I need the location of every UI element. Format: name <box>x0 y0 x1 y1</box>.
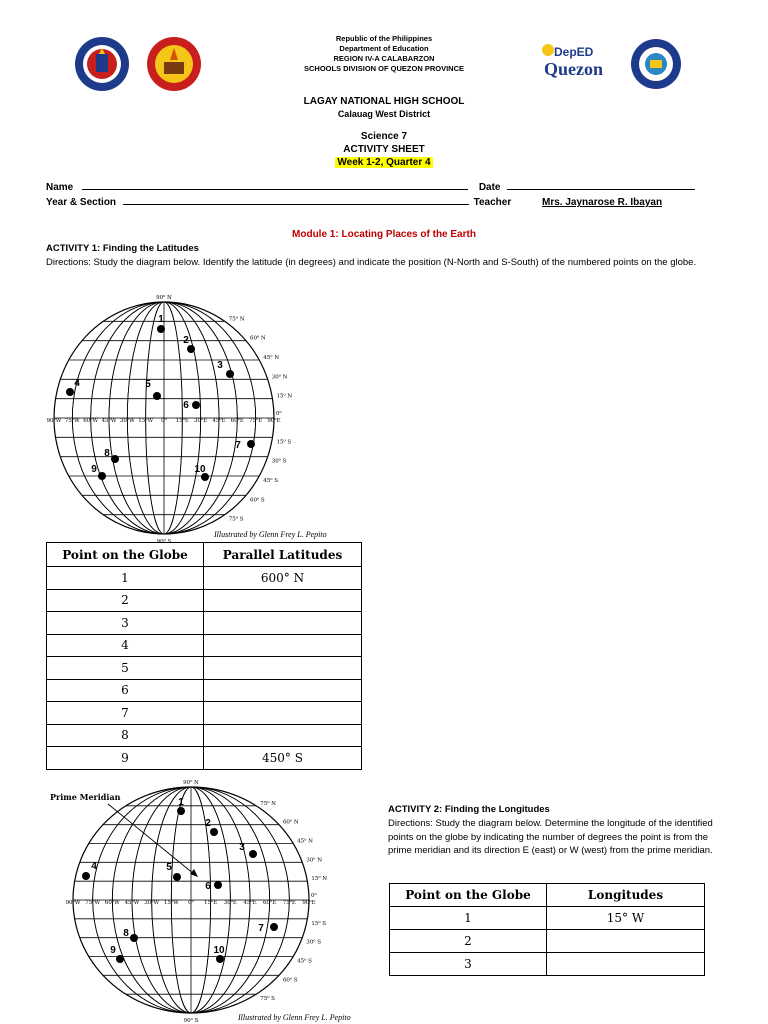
longitude-label: 75⁰W <box>85 900 101 906</box>
table-row <box>47 567 362 590</box>
table-header: Point on the Globe <box>390 884 547 907</box>
longitude-label: 90⁰E <box>267 418 281 424</box>
latitude-label: 75⁰ N <box>260 800 276 807</box>
globe-point <box>247 440 255 448</box>
point-number-label: 3 <box>217 360 223 371</box>
point-number-label: 7 <box>258 923 264 934</box>
year-section-field[interactable] <box>123 196 469 205</box>
point-number-label: 4 <box>74 378 80 389</box>
point-number-label: 3 <box>239 842 245 853</box>
activity1-directions: Directions: Study the diagram below. Identify the latitude (in degrees) and indicate the position (N-North and S-South) of the numbered points on the globe. <box>46 257 697 268</box>
table-row <box>390 907 705 930</box>
longitude-label: 75⁰E <box>249 418 263 424</box>
globe-point <box>192 401 200 409</box>
point-number-label: 6 <box>183 400 189 411</box>
school-block <box>0 96 768 120</box>
longitude-label: 90⁰W <box>46 418 62 424</box>
date-field[interactable] <box>507 181 695 190</box>
prime-meridian-label: Prime Meridian <box>50 792 121 802</box>
name-field[interactable] <box>82 181 468 190</box>
latitude-label: 75⁰ S <box>228 516 244 523</box>
activity2-title: ACTIVITY 2: Finding the Longitudes <box>388 804 550 815</box>
point-cell: 7 <box>47 702 204 725</box>
globe-point <box>216 955 224 963</box>
globe-point <box>153 392 161 400</box>
point-number-label: 8 <box>104 448 110 459</box>
longitude-label: 15⁰W <box>138 418 154 424</box>
header-line: Republic of the Philippines <box>335 34 433 43</box>
longitude-label: 60⁰E <box>230 418 244 424</box>
globe-point <box>130 934 138 942</box>
point-number-label: 1 <box>178 797 184 808</box>
longitude-label: 45⁰E <box>243 900 257 906</box>
point-cell: 2 <box>47 589 204 612</box>
latitude-label: 60⁰ S <box>249 497 265 504</box>
globe-point <box>226 370 234 378</box>
point-number-label: 7 <box>235 440 241 451</box>
latitude-label: 75⁰ S <box>260 996 275 1003</box>
globe-point <box>210 828 218 836</box>
globe-point <box>177 807 185 815</box>
answer-cell[interactable]: 600° N <box>204 567 362 590</box>
answer-cell[interactable]: 450° S <box>204 747 362 770</box>
module-title: Module 1: Locating Places of the Earth <box>292 229 476 240</box>
header-line: Department of Education <box>339 44 429 53</box>
point-cell: 9 <box>47 747 204 770</box>
latitude-label: 30⁰ N <box>271 374 288 381</box>
point-cell: 1 <box>390 907 547 930</box>
point-number-label: 6 <box>205 881 211 892</box>
activity2-directions: Directions: Study the diagram below. Determine the longitude of the identified points on the globe by indicating the number of degrees the point is from the prime meridian and its direction E (east) or W (west) from the prime meridian. <box>388 818 713 856</box>
longitude-label: 15⁰E <box>204 900 218 906</box>
latitude-label: 30⁰ S <box>271 458 287 465</box>
longitude-label: 75⁰W <box>64 418 80 424</box>
latitude-label: 45⁰ N <box>297 838 313 845</box>
table-header: Longitudes <box>547 884 705 907</box>
answer-cell[interactable] <box>204 589 362 612</box>
longitude-label: 60⁰W <box>83 418 99 424</box>
globe-point <box>173 873 181 881</box>
table-row <box>390 953 705 976</box>
longitude-label: 75⁰E <box>282 900 296 906</box>
point-number-label: 10 <box>213 945 225 956</box>
point-cell: 5 <box>47 657 204 680</box>
sheet-title: ACTIVITY SHEET <box>343 144 425 155</box>
header-line: SCHOOLS DIVISION OF QUEZON PROVINCE <box>303 64 465 73</box>
north-pole-label: 90⁰ N <box>183 780 199 786</box>
latitude-label: 15⁰ N <box>276 393 293 400</box>
answer-cell[interactable] <box>204 657 362 680</box>
longitude-label: 0⁰ <box>188 900 194 906</box>
latitude-label: 15⁰ S <box>311 920 327 927</box>
globe-point <box>98 472 106 480</box>
globe-point <box>270 923 278 931</box>
point-number-label: 5 <box>166 862 172 873</box>
longitude-label: 30⁰E <box>223 900 237 906</box>
latitude-label: 30⁰ N <box>306 857 323 864</box>
globe-point <box>187 345 195 353</box>
longitude-label: 90⁰E <box>302 900 316 906</box>
point-cell: 3 <box>47 612 204 635</box>
year-section-label: Year & Section <box>46 197 117 208</box>
latitude-label: 75⁰ N <box>228 316 245 323</box>
south-pole-label: 90⁰ S <box>156 539 172 545</box>
latitude-label: 45⁰ S <box>297 958 312 965</box>
north-pole-label: 90⁰ N <box>156 295 172 301</box>
globe-point <box>157 325 165 333</box>
activity1-credit: Illustrated by Glenn Frey L. Pepito <box>214 530 327 539</box>
answer-cell[interactable] <box>204 724 362 747</box>
point-number-label: 9 <box>91 464 97 475</box>
latitude-label: 45⁰ N <box>263 355 280 361</box>
point-cell: 1 <box>47 567 204 590</box>
longitude-label: 45⁰W <box>124 900 140 906</box>
point-number-label: 5 <box>145 379 151 390</box>
answer-cell[interactable] <box>547 953 705 976</box>
point-cell: 6 <box>47 679 204 702</box>
district-name: Calauag West District <box>337 109 431 119</box>
latitude-label: 60⁰ N <box>282 819 299 826</box>
longitude-label: 60⁰W <box>104 900 120 906</box>
longitude-label: 30⁰W <box>144 900 160 906</box>
equator-label: 0⁰ <box>311 893 317 899</box>
table-header: Parallel Latitudes <box>204 543 362 567</box>
longitude-label: 45⁰W <box>101 418 117 424</box>
quezon-logo-text: Quezon <box>544 59 604 79</box>
point-cell: 3 <box>390 953 547 976</box>
longitude-table <box>389 883 705 976</box>
deped-logo-text: DepED <box>554 45 594 59</box>
answer-cell[interactable] <box>547 930 705 953</box>
longitude-label: 30⁰E <box>194 418 208 424</box>
table-row <box>47 634 362 657</box>
school-name: LAGAY NATIONAL HIGH SCHOOL <box>303 96 465 107</box>
answer-cell[interactable] <box>204 702 362 725</box>
latitude-label: 60⁰ S <box>282 977 298 984</box>
globe-point <box>214 881 222 889</box>
globe-point <box>249 850 257 858</box>
equator-label: 0⁰ <box>276 411 282 417</box>
answer-cell[interactable] <box>204 679 362 702</box>
longitude-label: 15⁰E <box>175 418 189 424</box>
point-number-label: 10 <box>194 464 206 475</box>
table-row <box>390 930 705 953</box>
teacher-label: Teacher <box>473 197 512 208</box>
point-cell: 8 <box>47 724 204 747</box>
name-row <box>46 181 695 193</box>
latitude-table <box>46 542 362 770</box>
subject-block <box>0 130 768 169</box>
point-number-label: 1 <box>158 314 164 325</box>
table-header: Point on the Globe <box>47 543 204 567</box>
date-label: Date <box>478 182 501 193</box>
longitude-label: 90⁰W <box>65 900 81 906</box>
week-quarter: Week 1-2, Quarter 4 <box>337 157 431 168</box>
table-row <box>47 612 362 635</box>
point-number-label: 2 <box>183 335 189 346</box>
globe-svg <box>42 770 372 1024</box>
answer-cell[interactable] <box>204 634 362 657</box>
point-cell: 2 <box>390 930 547 953</box>
point-number-label: 8 <box>123 928 129 939</box>
longitude-label: 15⁰W <box>163 900 179 906</box>
table-row <box>47 747 362 770</box>
teacher-name: Mrs. Jaynarose R. Ibayan <box>542 197 663 208</box>
point-number-label: 2 <box>205 818 211 829</box>
globe-point <box>82 872 90 880</box>
table-row <box>47 657 362 680</box>
globe-point <box>66 388 74 396</box>
subject-name: Science 7 <box>360 131 408 142</box>
table-row <box>47 702 362 725</box>
longitude-label: 30⁰W <box>119 418 135 424</box>
table-row <box>47 589 362 612</box>
latitude-label: 15⁰ N <box>311 876 328 883</box>
south-pole-label: 90⁰ S <box>183 1018 199 1024</box>
answer-cell[interactable] <box>204 612 362 635</box>
latitude-label: 60⁰ N <box>249 335 266 342</box>
name-label: Name <box>46 182 74 193</box>
header-block <box>0 34 768 74</box>
globe-point <box>116 955 124 963</box>
longitude-label: 60⁰E <box>263 900 277 906</box>
year-section-row <box>46 196 662 208</box>
latitude-label: 15⁰ S <box>276 439 292 446</box>
header-line: REGION IV-A CALABARZON <box>333 54 435 63</box>
table-row <box>47 724 362 747</box>
activity1-title: ACTIVITY 1: Finding the Latitudes <box>46 243 199 254</box>
longitude-label: 45⁰E <box>212 418 226 424</box>
latitude-label: 30⁰ S <box>306 939 321 946</box>
answer-cell[interactable]: 15° W <box>547 907 705 930</box>
globe-point <box>111 455 119 463</box>
latitude-label: 45⁰ S <box>263 478 278 484</box>
point-number-label: 9 <box>110 945 116 956</box>
longitude-label: 0⁰ <box>161 418 167 424</box>
activity2-credit: Illustrated by Glenn Frey L. Pepito <box>238 1013 351 1022</box>
point-cell: 4 <box>47 634 204 657</box>
point-number-label: 4 <box>91 861 97 872</box>
table-row <box>47 679 362 702</box>
longitude-globe-diagram <box>42 770 372 1024</box>
